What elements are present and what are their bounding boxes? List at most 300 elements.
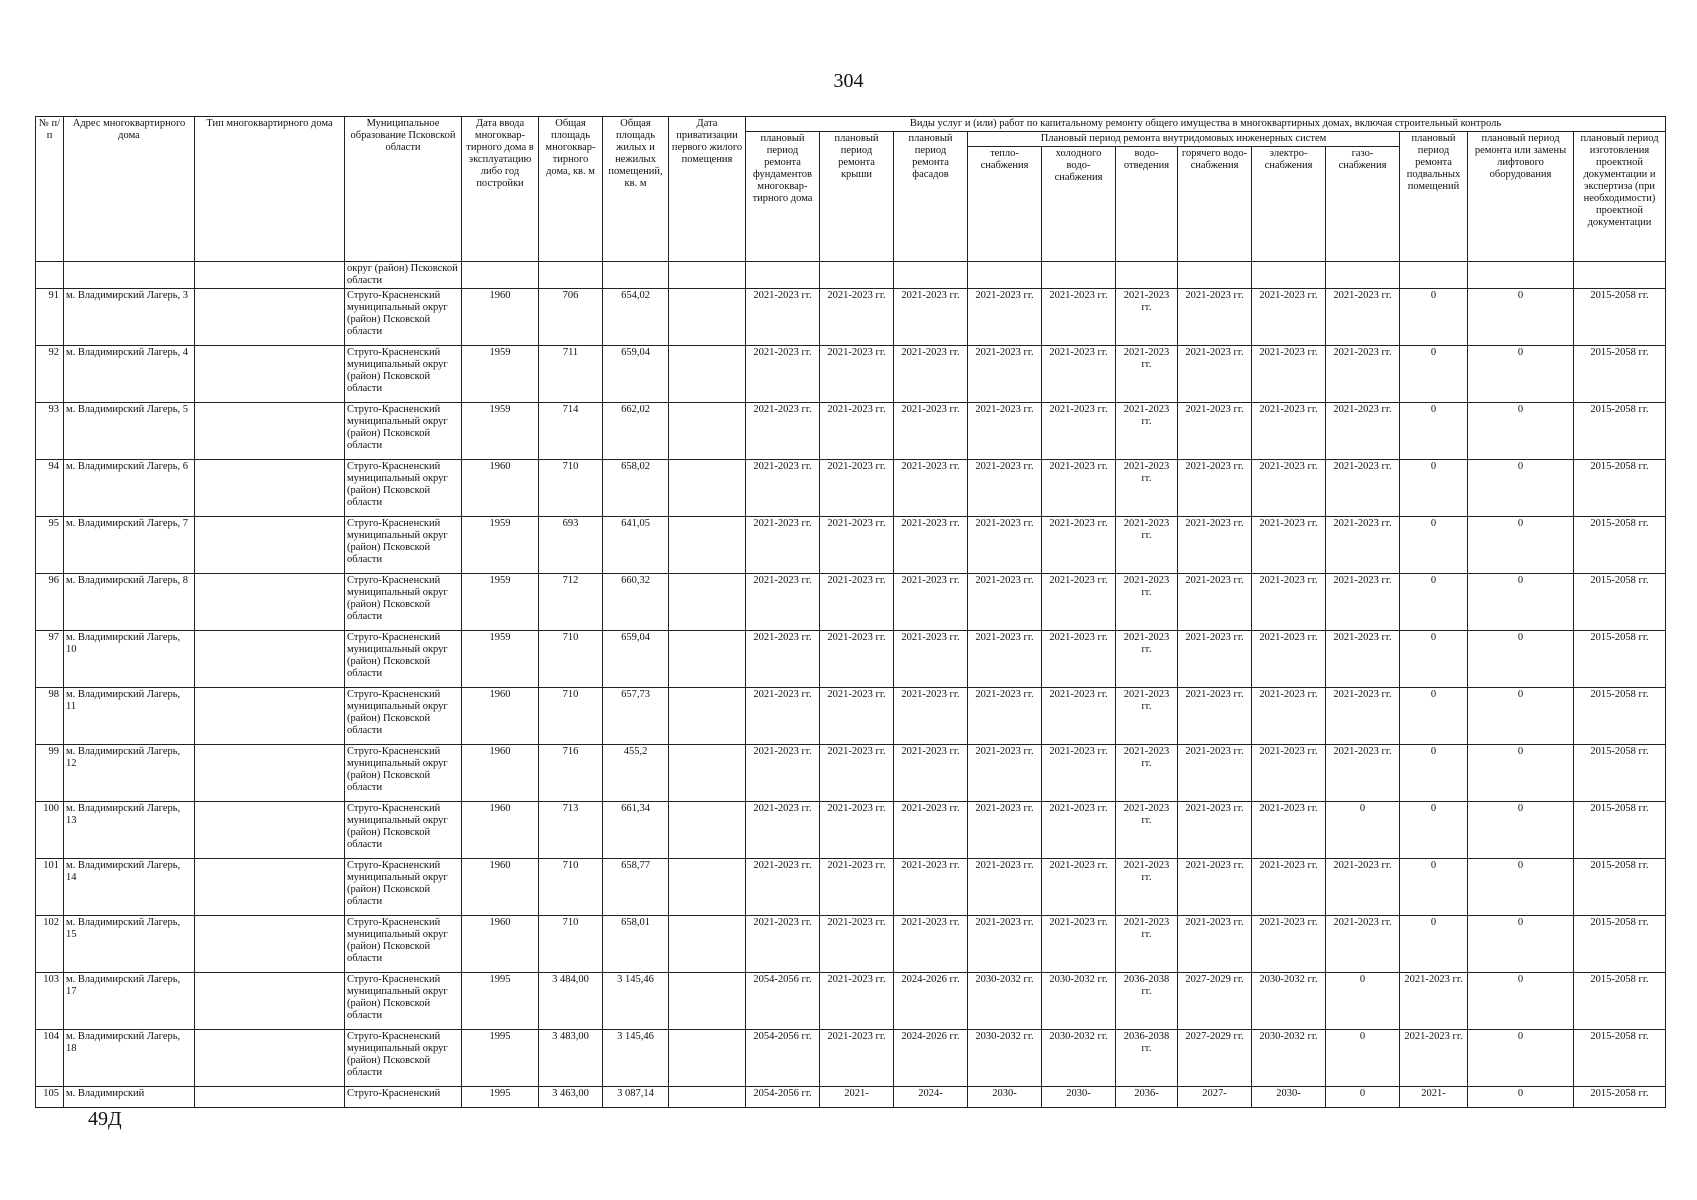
privatization-cell (669, 289, 746, 346)
heat-supply-cell: 2021-2023 гг. (968, 745, 1042, 802)
design-docs-cell: 2015-2058 гг. (1574, 973, 1666, 1030)
cold-water-cell: 2021-2023 гг. (1042, 631, 1116, 688)
continuation-municipality: округ (район) Псковской области (345, 262, 462, 289)
municipality-cell: Струго-Красненский муниципальный округ (район) Псковской области (345, 460, 462, 517)
heat-supply-cell: 2021-2023 гг. (968, 802, 1042, 859)
privatization-cell (669, 802, 746, 859)
total-area-cell: 711 (539, 346, 603, 403)
foundation-cell: 2021-2023 гг. (746, 517, 820, 574)
year-cell: 1959 (462, 517, 539, 574)
total-area-cell: 3 483,00 (539, 1030, 603, 1087)
table-row (36, 346, 1666, 403)
type-cell (195, 289, 345, 346)
cold-water-cell: 2021-2023 гг. (1042, 403, 1116, 460)
municipality-cell: Струго-Красненский муниципальный округ (район) Псковской области (345, 1030, 462, 1087)
elevator-cell: 0 (1468, 289, 1574, 346)
premises-area-cell: 662,02 (603, 403, 669, 460)
gas-cell: 0 (1326, 1087, 1400, 1108)
elevator-cell: 0 (1468, 802, 1574, 859)
total-area-cell: 710 (539, 916, 603, 973)
design-docs-cell: 2015-2058 гг. (1574, 574, 1666, 631)
privatization-cell (669, 745, 746, 802)
type-cell (195, 460, 345, 517)
address-cell: м. Владимирский Лагерь, 3 (64, 289, 195, 346)
header-works-group: Виды услуг и (или) работ по капитальному ремонту общего имущества в многоквартирных домах, включая строительный контроль (746, 117, 1666, 132)
heat-supply-cell: 2021-2023 гг. (968, 688, 1042, 745)
facade-cell: 2021-2023 гг. (894, 403, 968, 460)
cold-water-cell: 2021-2023 гг. (1042, 517, 1116, 574)
facade-cell: 2024-2026 гг. (894, 973, 968, 1030)
basement-cell: 2021-2023 гг. (1400, 973, 1468, 1030)
design-docs-cell: 2015-2058 гг. (1574, 289, 1666, 346)
sewage-cell: 2021-2023 гг. (1116, 745, 1178, 802)
gas-cell: 2021-2023 гг. (1326, 688, 1400, 745)
type-cell (195, 973, 345, 1030)
basement-cell: 0 (1400, 289, 1468, 346)
row-number: 100 (36, 802, 64, 859)
total-area-cell: 693 (539, 517, 603, 574)
header-sewage: водо-отведения (1116, 147, 1178, 262)
hot-water-cell: 2027-2029 гг. (1178, 973, 1252, 1030)
electric-cell: 2021-2023 гг. (1252, 517, 1326, 574)
total-area-cell: 710 (539, 688, 603, 745)
year-cell: 1959 (462, 346, 539, 403)
row-number: 92 (36, 346, 64, 403)
foundation-cell: 2021-2023 гг. (746, 460, 820, 517)
gas-cell: 2021-2023 гг. (1326, 289, 1400, 346)
header-engineering-group: Плановый период ремонта внутридомовых инженерных систем (968, 132, 1400, 147)
electric-cell: 2030-2032 гг. (1252, 973, 1326, 1030)
total-area-cell: 706 (539, 289, 603, 346)
table-row (36, 289, 1666, 346)
roof-cell: 2021-2023 гг. (820, 973, 894, 1030)
hot-water-cell: 2021-2023 гг. (1178, 289, 1252, 346)
design-docs-cell: 2015-2058 гг. (1574, 859, 1666, 916)
table-header (36, 117, 1666, 262)
table-row (36, 859, 1666, 916)
premises-area-cell: 659,04 (603, 631, 669, 688)
premises-area-cell: 658,02 (603, 460, 669, 517)
row-number: 96 (36, 574, 64, 631)
header-roof: плановый период ремонта крыши (820, 132, 894, 262)
gas-cell: 0 (1326, 802, 1400, 859)
facade-cell: 2021-2023 гг. (894, 460, 968, 517)
elevator-cell: 0 (1468, 973, 1574, 1030)
basement-cell: 2021-2023 гг. (1400, 1030, 1468, 1087)
address-cell: м. Владимирский Лагерь, 4 (64, 346, 195, 403)
table-row (36, 802, 1666, 859)
header-premises-area: Общая площадь жилых и нежилых помещений, кв. м (603, 117, 669, 262)
premises-area-cell: 661,34 (603, 802, 669, 859)
gas-cell: 0 (1326, 1030, 1400, 1087)
address-cell: м. Владимирский Лагерь, 12 (64, 745, 195, 802)
foundation-cell: 2021-2023 гг. (746, 688, 820, 745)
premises-area-cell: 658,01 (603, 916, 669, 973)
total-area-cell: 714 (539, 403, 603, 460)
total-area-cell: 716 (539, 745, 603, 802)
heat-supply-cell: 2021-2023 гг. (968, 517, 1042, 574)
table-row (36, 688, 1666, 745)
sewage-cell: 2021-2023 гг. (1116, 289, 1178, 346)
foundation-cell: 2021-2023 гг. (746, 859, 820, 916)
electric-cell: 2021-2023 гг. (1252, 574, 1326, 631)
table-body (36, 262, 1666, 1108)
type-cell (195, 1030, 345, 1087)
address-cell: м. Владимирский Лагерь, 8 (64, 574, 195, 631)
elevator-cell: 0 (1468, 859, 1574, 916)
table-row (36, 574, 1666, 631)
cold-water-cell: 2021-2023 гг. (1042, 346, 1116, 403)
facade-cell: 2021-2023 гг. (894, 802, 968, 859)
privatization-cell (669, 916, 746, 973)
facade-cell: 2021-2023 гг. (894, 859, 968, 916)
sewage-cell: 2036- (1116, 1087, 1178, 1108)
premises-area-cell: 660,32 (603, 574, 669, 631)
roof-cell: 2021-2023 гг. (820, 517, 894, 574)
header-address: Адрес многоквартирного дома (64, 117, 195, 262)
sewage-cell: 2021-2023 гг. (1116, 859, 1178, 916)
facade-cell: 2021-2023 гг. (894, 346, 968, 403)
total-area-cell: 3 463,00 (539, 1087, 603, 1108)
design-docs-cell: 2015-2058 гг. (1574, 802, 1666, 859)
hot-water-cell: 2027- (1178, 1087, 1252, 1108)
municipality-cell: Струго-Красненский муниципальный округ (район) Псковской области (345, 517, 462, 574)
heat-supply-cell: 2030-2032 гг. (968, 1030, 1042, 1087)
heat-supply-cell: 2021-2023 гг. (968, 289, 1042, 346)
sewage-cell: 2021-2023 гг. (1116, 460, 1178, 517)
privatization-cell (669, 346, 746, 403)
header-type: Тип многоквартирного дома (195, 117, 345, 262)
page-number: 304 (833, 70, 864, 92)
header-electric: электро-снабжения (1252, 147, 1326, 262)
header-basement: плановый период ремонта подвальных помещений (1400, 132, 1468, 262)
municipality-cell: Струго-Красненский муниципальный округ (район) Псковской области (345, 916, 462, 973)
hot-water-cell: 2021-2023 гг. (1178, 517, 1252, 574)
gas-cell: 2021-2023 гг. (1326, 631, 1400, 688)
footer-code: 49Д (88, 1108, 122, 1130)
roof-cell: 2021-2023 гг. (820, 859, 894, 916)
basement-cell: 0 (1400, 574, 1468, 631)
elevator-cell: 0 (1468, 574, 1574, 631)
year-cell: 1995 (462, 1087, 539, 1108)
electric-cell: 2021-2023 гг. (1252, 802, 1326, 859)
row-number: 104 (36, 1030, 64, 1087)
gas-cell: 2021-2023 гг. (1326, 346, 1400, 403)
year-cell: 1959 (462, 403, 539, 460)
gas-cell: 2021-2023 гг. (1326, 403, 1400, 460)
year-cell: 1995 (462, 1030, 539, 1087)
elevator-cell: 0 (1468, 517, 1574, 574)
foundation-cell: 2021-2023 гг. (746, 346, 820, 403)
address-cell: м. Владимирский Лагерь, 11 (64, 688, 195, 745)
privatization-cell (669, 460, 746, 517)
facade-cell: 2021-2023 гг. (894, 289, 968, 346)
table-row (36, 631, 1666, 688)
header-hot-water: горячего водо-снабжения (1178, 147, 1252, 262)
row-number: 102 (36, 916, 64, 973)
cold-water-cell: 2021-2023 гг. (1042, 460, 1116, 517)
roof-cell: 2021-2023 гг. (820, 745, 894, 802)
heat-supply-cell: 2021-2023 гг. (968, 346, 1042, 403)
roof-cell: 2021- (820, 1087, 894, 1108)
municipality-cell: Струго-Красненский муниципальный округ (район) Псковской области (345, 631, 462, 688)
capital-repair-table (35, 116, 1666, 1108)
table-row (36, 1030, 1666, 1087)
address-cell: м. Владимирский Лагерь, 14 (64, 859, 195, 916)
hot-water-cell: 2021-2023 гг. (1178, 916, 1252, 973)
premises-area-cell: 654,02 (603, 289, 669, 346)
roof-cell: 2021-2023 гг. (820, 574, 894, 631)
table-row (36, 916, 1666, 973)
premises-area-cell: 659,04 (603, 346, 669, 403)
privatization-cell (669, 973, 746, 1030)
type-cell (195, 802, 345, 859)
elevator-cell: 0 (1468, 460, 1574, 517)
header-commission-date: Дата ввода многоквар-тирного дома в эксплуатацию либо год постройки (462, 117, 539, 262)
privatization-cell (669, 1087, 746, 1108)
sewage-cell: 2021-2023 гг. (1116, 346, 1178, 403)
hot-water-cell: 2021-2023 гг. (1178, 859, 1252, 916)
cold-water-cell: 2021-2023 гг. (1042, 688, 1116, 745)
heat-supply-cell: 2021-2023 гг. (968, 574, 1042, 631)
premises-area-cell: 455,2 (603, 745, 669, 802)
facade-cell: 2021-2023 гг. (894, 517, 968, 574)
sewage-cell: 2021-2023 гг. (1116, 517, 1178, 574)
year-cell: 1960 (462, 859, 539, 916)
facade-cell: 2021-2023 гг. (894, 916, 968, 973)
cold-water-cell: 2030-2032 гг. (1042, 973, 1116, 1030)
electric-cell: 2021-2023 гг. (1252, 403, 1326, 460)
year-cell: 1960 (462, 289, 539, 346)
gas-cell: 2021-2023 гг. (1326, 745, 1400, 802)
privatization-cell (669, 517, 746, 574)
year-cell: 1960 (462, 916, 539, 973)
gas-cell: 0 (1326, 973, 1400, 1030)
gas-cell: 2021-2023 гг. (1326, 460, 1400, 517)
municipality-cell: Струго-Красненский муниципальный округ (район) Псковской области (345, 403, 462, 460)
row-number: 91 (36, 289, 64, 346)
row-number: 94 (36, 460, 64, 517)
basement-cell: 0 (1400, 802, 1468, 859)
design-docs-cell: 2015-2058 гг. (1574, 517, 1666, 574)
sewage-cell: 2036-2038 гг. (1116, 1030, 1178, 1087)
foundation-cell: 2021-2023 гг. (746, 289, 820, 346)
row-number: 99 (36, 745, 64, 802)
electric-cell: 2021-2023 гг. (1252, 859, 1326, 916)
header-facade: плановый период ремонта фасадов (894, 132, 968, 262)
basement-cell: 0 (1400, 631, 1468, 688)
header-design-docs: плановый период изготовления проектной документации и экспертиза (при необходимости) проектной документации (1574, 132, 1666, 262)
address-cell: м. Владимирский Лагерь, 7 (64, 517, 195, 574)
sewage-cell: 2021-2023 гг. (1116, 574, 1178, 631)
cold-water-cell: 2021-2023 гг. (1042, 859, 1116, 916)
basement-cell: 0 (1400, 403, 1468, 460)
electric-cell: 2030-2032 гг. (1252, 1030, 1326, 1087)
premises-area-cell: 657,73 (603, 688, 669, 745)
design-docs-cell: 2015-2058 гг. (1574, 745, 1666, 802)
row-number: 103 (36, 973, 64, 1030)
header-heat: тепло-снабжения (968, 147, 1042, 262)
header-num: № п/п (36, 117, 64, 262)
hot-water-cell: 2021-2023 гг. (1178, 346, 1252, 403)
roof-cell: 2021-2023 гг. (820, 346, 894, 403)
facade-cell: 2021-2023 гг. (894, 574, 968, 631)
table-row (36, 517, 1666, 574)
roof-cell: 2021-2023 гг. (820, 403, 894, 460)
cold-water-cell: 2021-2023 гг. (1042, 916, 1116, 973)
basement-cell: 0 (1400, 916, 1468, 973)
elevator-cell: 0 (1468, 1030, 1574, 1087)
cold-water-cell: 2021-2023 гг. (1042, 574, 1116, 631)
type-cell (195, 403, 345, 460)
hot-water-cell: 2021-2023 гг. (1178, 802, 1252, 859)
premises-area-cell: 3 145,46 (603, 1030, 669, 1087)
heat-supply-cell: 2030- (968, 1087, 1042, 1108)
basement-cell: 0 (1400, 859, 1468, 916)
roof-cell: 2021-2023 гг. (820, 460, 894, 517)
facade-cell: 2024-2026 гг. (894, 1030, 968, 1087)
row-number: 97 (36, 631, 64, 688)
facade-cell: 2024- (894, 1087, 968, 1108)
hot-water-cell: 2021-2023 гг. (1178, 631, 1252, 688)
premises-area-cell: 3 087,14 (603, 1087, 669, 1108)
address-cell: м. Владимирский Лагерь, 13 (64, 802, 195, 859)
address-cell: м. Владимирский (64, 1087, 195, 1108)
foundation-cell: 2054-2056 гг. (746, 973, 820, 1030)
basement-cell: 0 (1400, 346, 1468, 403)
design-docs-cell: 2015-2058 гг. (1574, 346, 1666, 403)
basement-cell: 2021- (1400, 1087, 1468, 1108)
roof-cell: 2021-2023 гг. (820, 916, 894, 973)
municipality-cell: Струго-Красненский муниципальный округ (район) Псковской области (345, 859, 462, 916)
gas-cell: 2021-2023 гг. (1326, 574, 1400, 631)
type-cell (195, 745, 345, 802)
year-cell: 1960 (462, 802, 539, 859)
municipality-cell: Струго-Красненский муниципальный округ (район) Псковской области (345, 802, 462, 859)
electric-cell: 2021-2023 гг. (1252, 745, 1326, 802)
design-docs-cell: 2015-2058 гг. (1574, 460, 1666, 517)
table-row (36, 1087, 1666, 1108)
type-cell (195, 916, 345, 973)
municipality-cell: Струго-Красненский муниципальный округ (район) Псковской области (345, 688, 462, 745)
header-total-area: Общая площадь многоквар-тирного дома, кв. м (539, 117, 603, 262)
municipality-cell: Струго-Красненский (345, 1087, 462, 1108)
foundation-cell: 2021-2023 гг. (746, 745, 820, 802)
type-cell (195, 631, 345, 688)
address-cell: м. Владимирский Лагерь, 6 (64, 460, 195, 517)
basement-cell: 0 (1400, 688, 1468, 745)
elevator-cell: 0 (1468, 688, 1574, 745)
design-docs-cell: 2015-2058 гг. (1574, 1030, 1666, 1087)
row-number: 95 (36, 517, 64, 574)
privatization-cell (669, 859, 746, 916)
row-number: 98 (36, 688, 64, 745)
privatization-cell (669, 688, 746, 745)
sewage-cell: 2021-2023 гг. (1116, 916, 1178, 973)
heat-supply-cell: 2021-2023 гг. (968, 403, 1042, 460)
municipality-cell: Струго-Красненский муниципальный округ (район) Псковской области (345, 346, 462, 403)
privatization-cell (669, 403, 746, 460)
table-row (36, 745, 1666, 802)
facade-cell: 2021-2023 гг. (894, 631, 968, 688)
type-cell (195, 1087, 345, 1108)
basement-cell: 0 (1400, 745, 1468, 802)
foundation-cell: 2021-2023 гг. (746, 403, 820, 460)
privatization-cell (669, 574, 746, 631)
sewage-cell: 2021-2023 гг. (1116, 403, 1178, 460)
year-cell: 1959 (462, 631, 539, 688)
total-area-cell: 710 (539, 859, 603, 916)
hot-water-cell: 2021-2023 гг. (1178, 403, 1252, 460)
privatization-cell (669, 631, 746, 688)
total-area-cell: 710 (539, 631, 603, 688)
header-privatization: Дата приватизации первого жилого помещения (669, 117, 746, 262)
total-area-cell: 710 (539, 460, 603, 517)
sewage-cell: 2021-2023 гг. (1116, 631, 1178, 688)
roof-cell: 2021-2023 гг. (820, 802, 894, 859)
address-cell: м. Владимирский Лагерь, 18 (64, 1030, 195, 1087)
municipality-cell: Струго-Красненский муниципальный округ (район) Псковской области (345, 289, 462, 346)
foundation-cell: 2054-2056 гг. (746, 1030, 820, 1087)
type-cell (195, 346, 345, 403)
address-cell: м. Владимирский Лагерь, 10 (64, 631, 195, 688)
hot-water-cell: 2021-2023 гг. (1178, 574, 1252, 631)
heat-supply-cell: 2021-2023 гг. (968, 859, 1042, 916)
design-docs-cell: 2015-2058 гг. (1574, 916, 1666, 973)
foundation-cell: 2021-2023 гг. (746, 802, 820, 859)
facade-cell: 2021-2023 гг. (894, 745, 968, 802)
address-cell: м. Владимирский Лагерь, 5 (64, 403, 195, 460)
cold-water-cell: 2021-2023 гг. (1042, 289, 1116, 346)
sewage-cell: 2036-2038 гг. (1116, 973, 1178, 1030)
heat-supply-cell: 2021-2023 гг. (968, 460, 1042, 517)
premises-area-cell: 658,77 (603, 859, 669, 916)
header-municipality: Муниципальное образование Псковской области (345, 117, 462, 262)
heat-supply-cell: 2021-2023 гг. (968, 631, 1042, 688)
sewage-cell: 2021-2023 гг. (1116, 688, 1178, 745)
elevator-cell: 0 (1468, 1087, 1574, 1108)
type-cell (195, 688, 345, 745)
continuation-row (36, 262, 1666, 289)
municipality-cell: Струго-Красненский муниципальный округ (район) Псковской области (345, 574, 462, 631)
hot-water-cell: 2021-2023 гг. (1178, 745, 1252, 802)
year-cell: 1960 (462, 745, 539, 802)
cold-water-cell: 2030- (1042, 1087, 1116, 1108)
type-cell (195, 859, 345, 916)
header-elevator: плановый период ремонта или замены лифтового оборудования (1468, 132, 1574, 262)
elevator-cell: 0 (1468, 346, 1574, 403)
privatization-cell (669, 1030, 746, 1087)
heat-supply-cell: 2030-2032 гг. (968, 973, 1042, 1030)
design-docs-cell: 2015-2058 гг. (1574, 1087, 1666, 1108)
gas-cell: 2021-2023 гг. (1326, 916, 1400, 973)
sewage-cell: 2021-2023 гг. (1116, 802, 1178, 859)
roof-cell: 2021-2023 гг. (820, 1030, 894, 1087)
electric-cell: 2021-2023 гг. (1252, 688, 1326, 745)
total-area-cell: 3 484,00 (539, 973, 603, 1030)
basement-cell: 0 (1400, 517, 1468, 574)
design-docs-cell: 2015-2058 гг. (1574, 403, 1666, 460)
hot-water-cell: 2027-2029 гг. (1178, 1030, 1252, 1087)
design-docs-cell: 2015-2058 гг. (1574, 688, 1666, 745)
electric-cell: 2021-2023 гг. (1252, 289, 1326, 346)
electric-cell: 2021-2023 гг. (1252, 460, 1326, 517)
table-row (36, 460, 1666, 517)
premises-area-cell: 641,05 (603, 517, 669, 574)
municipality-cell: Струго-Красненский муниципальный округ (район) Псковской области (345, 973, 462, 1030)
foundation-cell: 2021-2023 гг. (746, 916, 820, 973)
foundation-cell: 2021-2023 гг. (746, 574, 820, 631)
